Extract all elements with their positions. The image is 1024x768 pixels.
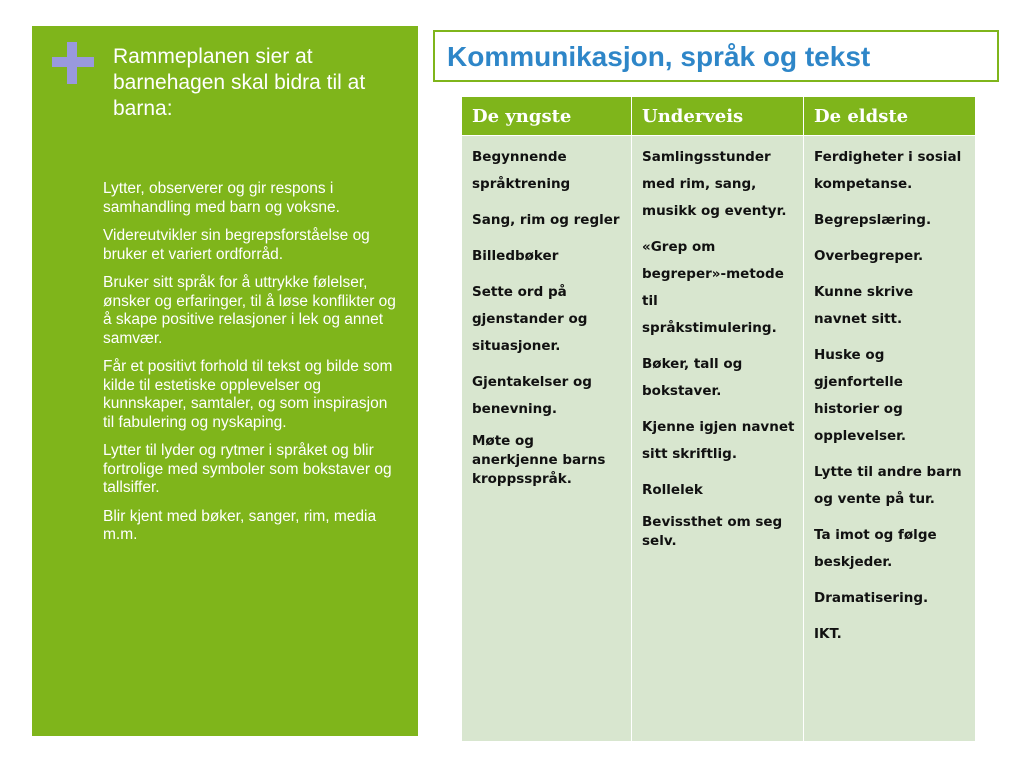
cell-item: Gjentakelser og benevning. (472, 374, 592, 417)
cell-item: Bevissthet om seg selv. (642, 514, 783, 549)
cell-item: Rollelek (642, 482, 703, 498)
cell-item: Huske og gjenfortelle historier og opplevelser. (814, 347, 907, 444)
cell-item: Bøker, tall og bokstaver. (642, 356, 743, 399)
column-header-underway: Underveis (632, 97, 804, 136)
cell-item: Møte og anerkjenne barns kroppsspråk. (472, 433, 606, 487)
cell-item: Dramatisering. (814, 590, 929, 606)
cell-item: Samlingsstunder med rim, sang, musikk og eventyr. (642, 149, 787, 219)
cell-item: Kjenne igjen navnet sitt skriftlig. (642, 419, 795, 462)
plus-icon (48, 38, 98, 88)
cell-item: Begynnende språktrening (472, 149, 571, 192)
oldest-cell (804, 136, 976, 741)
cell-item: IKT. (814, 626, 842, 642)
goals-list (103, 180, 399, 555)
activities-table (461, 96, 976, 741)
goal-item: Lytter, observerer og gir respons i samhandling med barn og voksne. (103, 180, 340, 216)
intro-text: Rammeplanen sier at barnehagen skal bidra til at barna: (113, 45, 366, 120)
table-header-row (462, 97, 976, 136)
underway-cell (632, 136, 804, 741)
cell-item: Overbegreper. (814, 248, 924, 264)
goal-item: Videreutvikler sin begrepsforståelse og bruker et variert ordforråd. (103, 227, 370, 263)
cell-item: «Grep om begreper»-metode til språkstimulering. (642, 239, 784, 336)
table-row (462, 136, 976, 741)
cell-item: Sette ord på gjenstander og situasjoner. (472, 284, 588, 354)
slide-title-box (433, 30, 999, 82)
cell-item: Lytte til andre barn og vente på tur. (814, 464, 962, 507)
cell-item: Sang, rim og regler (472, 212, 620, 228)
goal-item: Bruker sitt språk for å uttrykke følelser, ønsker og erfaringer, til å løse konflikter og å skape positive relasjoner i lek og annet samvær. (103, 274, 396, 347)
cell-item: Ferdigheter i sosial kompetanse. (814, 149, 962, 192)
cell-item: Begrepslæring. (814, 212, 932, 228)
youngest-cell (462, 136, 632, 741)
column-header-oldest: De eldste (804, 97, 976, 136)
goal-item: Blir kjent med bøker, sanger, rim, media m.m. (103, 507, 377, 543)
goal-item: Lytter til lyder og rytmer i språket og blir fortrolige med symboler som bokstaver og tallsiffer. (103, 442, 392, 496)
column-header-youngest: De yngste (462, 97, 632, 136)
cell-item: Ta imot og følge beskjeder. (814, 527, 937, 570)
goal-item: Får et positivt forhold til tekst og bilde som kilde til estetiske opplevelser og kunnskaper, samtaler, og som inspirasjon til fabulering og nyskaping. (103, 358, 393, 431)
slide-title: Kommunikasjon, språk og tekst (447, 41, 871, 72)
cell-item: Kunne skrive navnet sitt. (814, 284, 914, 327)
cell-item: Billedbøker (472, 248, 559, 264)
